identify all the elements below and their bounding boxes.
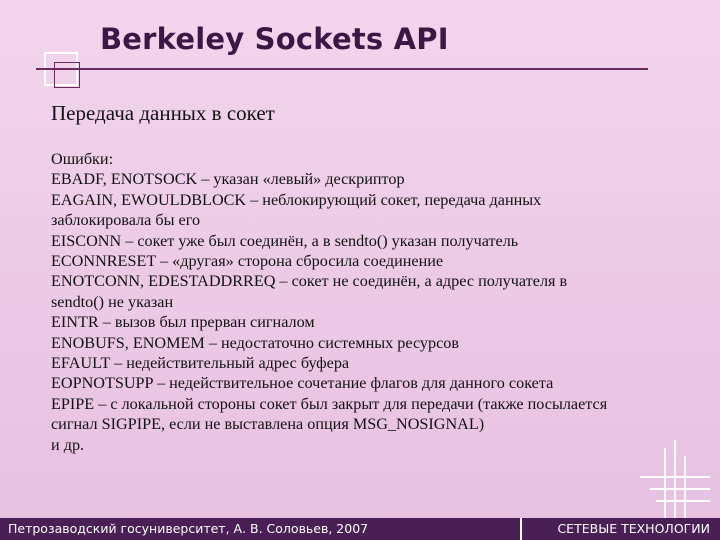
decorative-grid-line (674, 440, 676, 518)
error-list (51, 149, 691, 455)
list-line: ECONNRESET – «другая» сторона сбросила соединение (51, 252, 444, 271)
slide-subtitle: Передача данных в сокет (51, 101, 275, 125)
list-line: заблокировала бы его (51, 211, 201, 230)
list-line: EINTR – вызов был прерван сигналом (51, 313, 315, 332)
decorative-grid-line (640, 476, 710, 478)
decorative-grid-line (656, 500, 710, 502)
decorative-grid-line (650, 488, 710, 490)
title-divider (36, 68, 648, 70)
list-line: сигнал SIGPIPE, если не выставлена опция MSG_NOSIGNAL) (51, 415, 485, 434)
decorative-grid-line (664, 448, 666, 518)
list-line: EPIPE – с локальной стороны сокет был закрыт для передачи (также посылается (51, 394, 608, 413)
decorative-square-inner-icon (54, 62, 80, 88)
footer-author: Петрозаводский госуниверситет, А. В. Соловьев, 2007 (8, 521, 369, 536)
footer-bar (0, 518, 720, 540)
list-line: ENOTCONN, EDESTADDRREQ – сокет не соединён, а адрес получателя в (51, 272, 568, 291)
decorative-grid-line (684, 456, 686, 518)
list-line: ENOBUFS, ENOMEM – недостаточно системных ресурсов (51, 333, 460, 352)
list-line: EOPNOTSUPP – недействительное сочетание флагов для данного сокета (51, 374, 554, 393)
list-line: sendto() не указан (51, 292, 174, 311)
list-line: EAGAIN, EWOULDBLOCK – неблокирующий сокет, передача данных (51, 190, 542, 209)
list-line: Ошибки: (51, 150, 114, 168)
footer-course: СЕТЕВЫЕ ТЕХНОЛОГИИ (557, 521, 710, 536)
list-line: и др. (51, 435, 85, 454)
list-line: EISCONN – сокет уже был соединён, а в sendto() указан получатель (51, 231, 519, 250)
list-line: EFAULT – недействительный адрес буфера (51, 354, 350, 373)
slide-title: Berkeley Sockets API (100, 22, 449, 56)
list-line: EBADF, ENOTSOCK – указан «левый» дескриптор (51, 170, 405, 189)
footer-divider (520, 518, 522, 540)
